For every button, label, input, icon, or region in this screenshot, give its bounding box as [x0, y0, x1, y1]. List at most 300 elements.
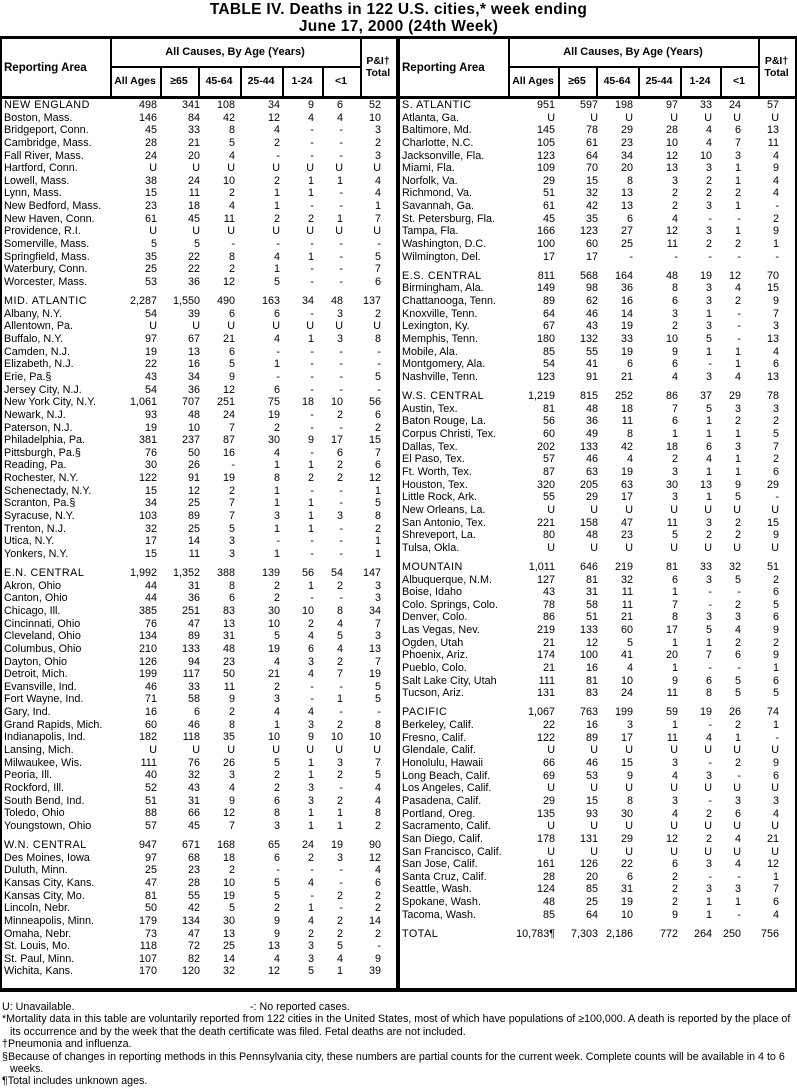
value-cell: 100 — [536, 238, 555, 251]
value-cell: 2 — [705, 187, 712, 200]
value-cell: 36 — [187, 275, 200, 288]
value-cell: 16 — [620, 295, 633, 308]
value-cell: 6 — [671, 415, 678, 428]
value-cell: 179 — [138, 914, 157, 927]
value-cell: - — [339, 522, 343, 535]
city-row — [0, 422, 396, 435]
value-cell: 19 — [620, 345, 633, 358]
value-cell: 4 — [273, 706, 280, 719]
value-cell: 9 — [772, 649, 779, 662]
reporting-area-cell: Wichita, Kans. — [4, 965, 74, 978]
city-row — [0, 757, 396, 770]
value-cell: 1 — [307, 579, 314, 592]
value-cell: 12 — [187, 484, 200, 497]
header-col-ge65-right: ≥65 — [568, 74, 586, 87]
value-cell: 3 — [273, 693, 280, 706]
value-cell: 12 — [665, 225, 678, 238]
value-cell: - — [339, 124, 343, 137]
value-cell: 5 — [626, 636, 633, 649]
value-cell: 13 — [222, 617, 235, 630]
value-cell: 2 — [734, 719, 741, 732]
value-cell: 19 — [620, 320, 633, 333]
value-cell: 1 — [336, 807, 343, 820]
value-cell: 17 — [620, 731, 633, 744]
value-cell: 1 — [772, 662, 779, 675]
value-cell: 707 — [181, 396, 200, 409]
value-cell: 9 — [671, 908, 678, 921]
value-cell: 1 — [374, 200, 381, 213]
value-cell: 2 — [705, 529, 712, 542]
value-cell: 1 — [734, 162, 741, 175]
footnote-pneumonia: †Pneumonia and influenza. — [2, 1038, 132, 1051]
value-cell: 1,550 — [172, 295, 200, 308]
value-cell: 3 — [734, 402, 741, 415]
value-cell: 97 — [144, 851, 157, 864]
value-cell: 21 — [766, 832, 779, 845]
value-cell: 1 — [734, 345, 741, 358]
value-cell: 44 — [144, 579, 157, 592]
city-row — [398, 529, 795, 542]
value-cell: 48 — [542, 896, 555, 909]
value-cell: - — [310, 484, 314, 497]
reporting-area-cell: Baltimore, Md. — [402, 124, 472, 137]
value-cell: - — [339, 345, 343, 358]
value-cell: 5 — [273, 889, 280, 902]
value-cell: 5 — [374, 693, 381, 706]
value-cell: 25 — [585, 896, 598, 909]
value-cell: U — [625, 782, 633, 795]
value-cell: 5 — [228, 358, 235, 371]
value-cell: 6 — [671, 295, 678, 308]
header-col-all-ages-right: All Ages — [512, 74, 554, 87]
value-cell: - — [310, 263, 314, 276]
value-cell: 1,067 — [527, 706, 555, 719]
value-cell: - — [339, 592, 343, 605]
value-cell: 3 — [336, 510, 343, 522]
value-cell: 5 — [772, 598, 779, 611]
value-cell: 47 — [620, 516, 633, 529]
value-cell: 17 — [665, 624, 678, 637]
value-cell: - — [737, 870, 741, 883]
value-cell: 51 — [585, 611, 598, 624]
value-cell: U — [704, 820, 712, 833]
city-row — [398, 137, 795, 150]
value-cell: 131 — [536, 687, 555, 700]
city-row — [398, 479, 795, 492]
value-cell: 76 — [187, 756, 200, 769]
region-section — [398, 561, 795, 700]
value-cell: 133 — [181, 642, 200, 655]
value-cell: 50 — [222, 668, 235, 681]
value-cell: 29 — [585, 491, 598, 504]
value-cell: 1 — [671, 636, 678, 649]
reporting-area-cell: Pasadena, Calif. — [402, 794, 482, 807]
value-cell: 6 — [772, 769, 779, 782]
value-cell: - — [339, 484, 343, 497]
value-cell: 199 — [614, 706, 633, 719]
value-cell: 9 — [228, 693, 235, 706]
value-cell: 4 — [273, 124, 280, 137]
value-cell: 1 — [705, 636, 712, 649]
value-cell: 3 — [626, 719, 633, 732]
value-cell: 3 — [705, 516, 712, 529]
value-cell: U — [192, 225, 200, 238]
value-cell: 180 — [536, 333, 555, 346]
city-row — [0, 656, 396, 669]
value-cell: 5 — [374, 680, 381, 693]
value-cell: 126 — [138, 655, 157, 668]
value-cell: 10 — [665, 136, 678, 149]
value-cell: 6 — [626, 212, 633, 225]
value-cell: 1 — [705, 465, 712, 478]
value-cell: 3 — [705, 282, 712, 295]
value-cell: 10 — [368, 111, 381, 124]
value-cell: 70 — [766, 269, 779, 282]
value-cell: 7 — [772, 440, 779, 453]
value-cell: 7 — [374, 617, 381, 630]
city-row — [0, 213, 396, 226]
reporting-area-cell: Norfolk, Va. — [402, 174, 458, 187]
header-col-45-64-right: 45-64 — [603, 74, 631, 87]
table-title-line2: June 17, 2000 (24th Week) — [298, 18, 499, 35]
value-cell: - — [377, 383, 381, 396]
value-cell: 61 — [542, 200, 555, 213]
reporting-area-cell: Peoria, Ill. — [4, 769, 53, 782]
value-cell: 11 — [188, 547, 200, 560]
value-cell: 76 — [144, 446, 157, 459]
value-cell: 42 — [585, 200, 598, 213]
right-half-rows — [398, 99, 795, 941]
value-cell: 2 — [228, 484, 235, 497]
value-cell: 3 — [374, 149, 381, 162]
value-cell: 45 — [187, 819, 200, 832]
reporting-area-cell: Knoxville, Tenn. — [402, 307, 478, 320]
value-cell: 8 — [671, 282, 678, 295]
value-cell: 12 — [222, 275, 235, 288]
city-row — [0, 112, 396, 125]
city-row — [0, 902, 396, 915]
region-row — [398, 270, 795, 283]
city-row — [398, 517, 795, 530]
value-cell: 6 — [772, 674, 779, 687]
value-cell: 4 — [705, 731, 712, 744]
city-row — [398, 238, 795, 251]
value-cell: U — [373, 320, 381, 333]
value-cell: U — [149, 162, 157, 175]
value-cell: 34 — [187, 370, 200, 383]
value-cell: 43 — [187, 781, 200, 794]
value-cell: 2 — [336, 655, 343, 668]
reporting-area-cell: Boston, Mass. — [4, 111, 73, 124]
value-cell: 23 — [620, 136, 633, 149]
value-cell: 6 — [772, 611, 779, 624]
value-cell: - — [708, 757, 712, 770]
reporting-area-cell: Buffalo, N.Y. — [4, 333, 64, 346]
value-cell: 10 — [267, 617, 280, 630]
value-cell: 2 — [374, 819, 381, 832]
value-cell: 2 — [705, 807, 712, 820]
footnote-pennsylvania: §Because of changes in reporting methods in this Pennsylvania city, these numbers are partial counts for the current week. Complete counts will be available in 4 to 6 weeks. — [2, 1050, 785, 1076]
city-row — [0, 459, 396, 472]
city-row — [0, 346, 396, 359]
city-row — [0, 618, 396, 631]
value-cell: 31 — [187, 579, 200, 592]
reporting-area-cell: Bridgeport, Conn. — [4, 124, 89, 137]
value-cell: - — [310, 680, 314, 693]
value-cell: 4 — [307, 630, 314, 643]
value-cell: 1 — [273, 522, 280, 535]
value-cell: 8 — [228, 718, 235, 731]
value-cell: 205 — [579, 478, 598, 491]
value-cell: - — [775, 200, 779, 213]
value-cell: - — [339, 706, 343, 719]
city-row — [0, 928, 396, 941]
value-cell: 62 — [585, 295, 598, 308]
value-cell: U — [771, 845, 779, 858]
value-cell: U — [227, 744, 235, 757]
reporting-area-cell: Memphis, Tenn. — [402, 333, 479, 346]
value-cell: 1 — [374, 547, 381, 560]
value-cell: 31 — [585, 586, 598, 599]
city-row — [398, 358, 795, 371]
city-row — [398, 466, 795, 479]
value-cell: 2 — [273, 781, 280, 794]
value-cell: 23 — [222, 655, 235, 668]
value-cell: 146 — [138, 111, 157, 124]
city-row — [0, 852, 396, 865]
value-cell: 320 — [536, 478, 555, 491]
value-cell: 2 — [228, 706, 235, 719]
value-cell: 219 — [614, 560, 633, 573]
value-cell: - — [377, 706, 381, 719]
value-cell: 21 — [187, 136, 200, 149]
value-cell: - — [737, 333, 741, 346]
city-row — [398, 213, 795, 226]
value-cell: 29 — [766, 478, 779, 491]
value-cell: 13 — [267, 940, 280, 953]
reporting-area-cell: Jacksonville, Fla. — [402, 149, 485, 162]
value-cell: 15 — [585, 794, 598, 807]
value-cell: 9 — [772, 624, 779, 637]
reporting-area-cell: Waterbury, Conn. — [4, 263, 88, 276]
value-cell: 2 — [336, 927, 343, 940]
value-cell: 50 — [144, 902, 157, 915]
value-cell: 53 — [585, 769, 598, 782]
value-cell: 10 — [330, 731, 343, 744]
value-cell: 34 — [144, 497, 157, 510]
value-cell: 12 — [766, 858, 779, 871]
value-cell: U — [625, 744, 633, 757]
value-cell: 16 — [144, 706, 157, 719]
city-row — [398, 295, 795, 308]
value-cell: 49 — [585, 428, 598, 441]
value-cell: - — [377, 358, 381, 371]
value-cell: 133 — [579, 624, 598, 637]
value-cell: 8 — [228, 579, 235, 592]
value-cell: 2 — [336, 718, 343, 731]
region-row — [398, 390, 795, 403]
value-cell: 166 — [536, 225, 555, 238]
city-row — [398, 637, 795, 650]
value-cell: 6 — [273, 307, 280, 320]
reporting-area-cell: Seattle, Wash. — [402, 883, 472, 896]
value-cell: 6 — [734, 649, 741, 662]
value-cell: 11 — [223, 680, 235, 693]
value-cell: 50 — [187, 446, 200, 459]
reporting-area-cell: W.S. CENTRAL — [402, 390, 485, 403]
value-cell: 131 — [579, 832, 598, 845]
value-cell: 21 — [620, 611, 633, 624]
value-cell: - — [310, 547, 314, 560]
reporting-area-cell: Camden, N.J. — [4, 345, 71, 358]
reporting-area-cell: Sacramento, Calif. — [402, 820, 491, 833]
city-row — [398, 662, 795, 675]
value-cell: 4 — [336, 952, 343, 965]
city-row — [0, 308, 396, 321]
value-cell: 8 — [273, 807, 280, 820]
value-cell: 2 — [273, 902, 280, 915]
value-cell: 35 — [144, 250, 157, 263]
value-cell: 1 — [307, 174, 314, 187]
value-cell: U — [771, 503, 779, 516]
value-cell: 2 — [307, 617, 314, 630]
value-cell: 13 — [368, 642, 381, 655]
value-cell: 12 — [368, 851, 381, 864]
value-cell: 5 — [772, 428, 779, 441]
value-cell: 9 — [273, 927, 280, 940]
city-row — [0, 523, 396, 536]
value-cell: 12 — [368, 472, 381, 485]
reporting-area-cell: Wilmington, Del. — [402, 250, 481, 263]
city-row — [0, 175, 396, 188]
city-row — [0, 548, 396, 561]
value-cell: U — [590, 111, 598, 124]
value-cell: 1 — [307, 902, 314, 915]
value-cell: U — [771, 744, 779, 757]
value-cell: 30 — [620, 807, 633, 820]
region-row — [398, 561, 795, 574]
value-cell: 341 — [181, 99, 200, 111]
value-cell: 15 — [766, 282, 779, 295]
value-cell: 2 — [273, 212, 280, 225]
city-row — [398, 428, 795, 441]
value-cell: 87 — [222, 434, 235, 447]
value-cell: 5 — [374, 250, 381, 263]
value-cell: 78 — [542, 598, 555, 611]
value-cell: 14 — [620, 307, 633, 320]
value-cell: 68 — [187, 851, 200, 864]
reporting-area-cell: Providence, R.I. — [4, 225, 81, 238]
value-cell: 1 — [705, 415, 712, 428]
value-cell: 24 — [187, 174, 200, 187]
value-cell: 7 — [671, 402, 678, 415]
city-row — [398, 251, 795, 264]
value-cell: 4 — [307, 668, 314, 681]
value-cell: 85 — [585, 883, 598, 896]
value-cell: 2 — [772, 415, 779, 428]
value-cell: 3 — [705, 320, 712, 333]
value-cell: 123 — [536, 149, 555, 162]
value-cell: 10 — [699, 149, 712, 162]
city-row — [0, 630, 396, 643]
value-cell: 182 — [138, 731, 157, 744]
value-cell: 76 — [144, 617, 157, 630]
value-cell: 108 — [216, 99, 235, 111]
value-cell: U — [590, 541, 598, 554]
value-cell: 11 — [666, 516, 678, 529]
reporting-area-cell: Phoenix, Ariz. — [402, 649, 469, 662]
value-cell: 69 — [542, 769, 555, 782]
value-cell: 33 — [187, 680, 200, 693]
value-cell: 498 — [138, 99, 157, 111]
value-cell: - — [708, 870, 712, 883]
reporting-area-cell: Miami, Fla. — [402, 162, 455, 175]
value-cell: 24 — [728, 99, 741, 111]
value-cell: 5 — [374, 769, 381, 782]
value-cell: 15 — [766, 516, 779, 529]
reporting-area-cell: Colo. Springs, Colo. — [402, 598, 499, 611]
value-cell: U — [335, 225, 343, 238]
value-cell: 4 — [336, 111, 343, 124]
reporting-area-cell: Los Angeles, Calif. — [402, 782, 492, 795]
value-cell: - — [276, 864, 280, 877]
value-cell: 2 — [705, 238, 712, 251]
reporting-area-cell: Indianapolis, Ind. — [4, 731, 86, 744]
value-cell: 29 — [542, 174, 555, 187]
value-cell: - — [339, 864, 343, 877]
value-cell: U — [670, 845, 678, 858]
value-cell: 13 — [665, 162, 678, 175]
city-row — [398, 846, 795, 859]
value-cell: 10 — [368, 731, 381, 744]
city-row — [0, 940, 396, 953]
value-cell: 5 — [150, 238, 157, 251]
reporting-area-cell: Birmingham, Ala. — [402, 282, 484, 295]
region-row — [398, 99, 795, 112]
value-cell: 51 — [542, 187, 555, 200]
value-cell: 23 — [144, 200, 157, 213]
value-cell: 1 — [307, 769, 314, 782]
value-cell: 5 — [273, 275, 280, 288]
city-row — [398, 770, 795, 783]
value-cell: 81 — [585, 674, 598, 687]
value-cell: - — [708, 586, 712, 599]
city-row — [398, 833, 795, 846]
value-cell: 100 — [579, 649, 598, 662]
value-cell: U — [704, 845, 712, 858]
reporting-area-cell: Pueblo, Colo. — [402, 662, 467, 675]
value-cell: 57 — [144, 819, 157, 832]
value-cell: 51 — [144, 794, 157, 807]
value-cell: 13 — [699, 478, 712, 491]
value-cell: 28 — [542, 870, 555, 883]
value-cell: 19 — [699, 269, 712, 282]
value-cell: 2 — [273, 769, 280, 782]
value-cell: 9 — [772, 162, 779, 175]
value-cell: 66 — [542, 757, 555, 770]
value-cell: 17 — [542, 250, 555, 263]
value-cell: 13 — [766, 370, 779, 383]
value-cell: 8 — [228, 250, 235, 263]
reporting-area-cell: NEW ENGLAND — [4, 99, 90, 111]
reporting-area-cell: Tulsa, Okla. — [402, 541, 460, 554]
reporting-area-cell: Rockford, Ill. — [4, 781, 64, 794]
value-cell: 43 — [144, 370, 157, 383]
value-cell: 28 — [144, 136, 157, 149]
value-cell: 52 — [144, 781, 157, 794]
value-cell: U — [335, 162, 343, 175]
value-cell: 36 — [187, 383, 200, 396]
